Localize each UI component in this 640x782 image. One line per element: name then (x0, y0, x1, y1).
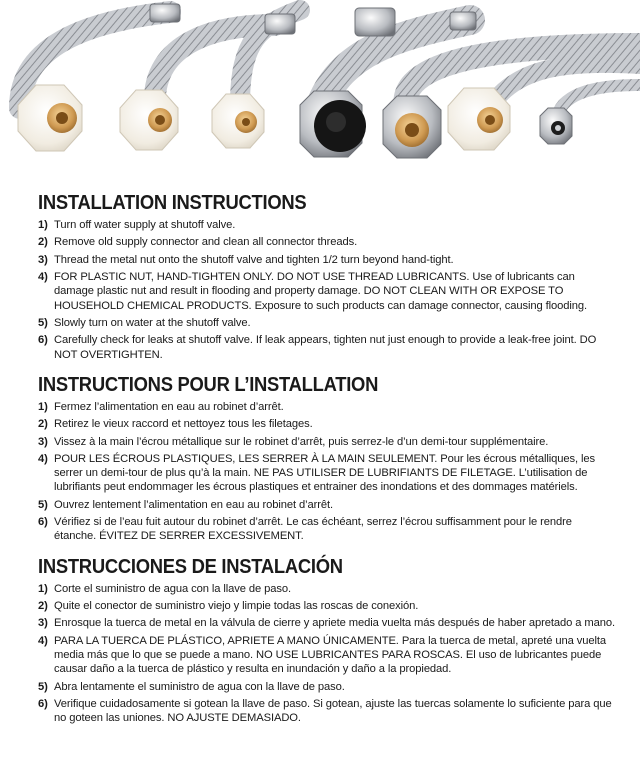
step-item (38, 417, 616, 431)
instructions (0, 186, 640, 728)
step-text: Thread the metal nut onto the shutoff valve and tighten 1/2 turn beyond hand-tight. (54, 253, 454, 266)
step-item (38, 680, 616, 694)
section-title: INSTRUCCIONES DE INSTALACIÓN (38, 555, 343, 578)
step-number: 5) (38, 680, 48, 693)
step-item (38, 400, 616, 414)
step-item (38, 270, 616, 313)
step-number: 3) (38, 253, 48, 266)
step-text: Enrosque la tuerca de metal en la válvula de cierre y apriete media vuelta más después de haber apretado a mano. (54, 617, 615, 630)
step-text: Fermez l’alimentation en eau au robinet d’arrêt. (54, 400, 284, 413)
steps-list (38, 400, 616, 544)
step-text: PARA LA TUERCA DE PLÁSTICO, APRIETE A MANO ÚNICAMENTE. Para la tuerca de metal, apreté una vuelta media más que lo que se puede a mano. NO USE LUBRICANTES PARA ROSCAS. El uso de lubricantes puede causar daño a la tuerca de plástico y resulta en inundación y daño a la propiedad. (54, 634, 606, 676)
step-number: 4) (38, 271, 48, 284)
step-item (38, 634, 616, 677)
section-title: INSTRUCTIONS POUR L’INSTALLATION (38, 373, 379, 396)
step-text: Retirez le vieux raccord et nettoyez tous les filetages. (54, 418, 313, 431)
section-spanish (0, 552, 640, 726)
step-item (38, 218, 616, 232)
step-number: 1) (38, 400, 48, 413)
step-text: Remove old supply connector and clean all connector threads. (54, 236, 358, 249)
step-text: Carefully check for leaks at shutoff valve. If leak appears, tighten nut just enough to provide a leak-free joint. DO NOT OVERTIGHTEN. (54, 334, 597, 361)
step-number: 3) (38, 435, 48, 448)
step-text: POUR LES ÉCROUS PLASTIQUES, LES SERRER À LA MAIN SEULEMENT. Pour les écrous métalliques, les serrer un demi-tour de plus qu’à la main. NE PAS UTILISER DE LUBRIFIANTS DE FILETAGE. L’utilisation de lubrifiants peut endommager les écrous plastiques et entrainer des inondations et des dommages matériels. (54, 452, 596, 494)
step-text: Ouvrez lentement l’alimentation en eau au robinet d’arrêt. (54, 498, 334, 511)
step-item (38, 452, 616, 495)
step-item (38, 515, 616, 543)
step-number: 2) (38, 599, 48, 612)
step-item (38, 616, 616, 630)
step-text: Corte el suministro de agua con la llave de paso. (54, 582, 292, 595)
step-item (38, 582, 616, 596)
step-item (38, 316, 616, 330)
step-number: 6) (38, 516, 48, 529)
step-number: 4) (38, 452, 48, 465)
steps-list (38, 218, 616, 362)
step-text: FOR PLASTIC NUT, HAND-TIGHTEN ONLY. DO NOT USE THREAD LUBRICANTS. Use of lubricants can damage plastic nut and result in flooding and property damage. DO NOT CLEAN WITH OR EXPOSE TO HOUSEHOLD CHEMICAL PRODUCTS. Exposure to such products can damage connector, causing flooding. (54, 271, 588, 312)
step-text: Vissez à la main l’écrou métallique sur le robinet d’arrêt, puis serrez-le d’un demi-tour supplémentaire. (54, 435, 549, 448)
step-text: Vérifiez si de l’eau fuit autour du robinet d’arrêt. Le cas échéant, serrez l’écrou suffisamment pour le rendre étanche. ÉVITEZ DE SERRER EXCESSIVEMENT. (54, 516, 572, 543)
step-item (38, 253, 616, 267)
step-number: 2) (38, 236, 48, 249)
step-number: 6) (38, 334, 48, 347)
step-number: 5) (38, 498, 48, 511)
section-french (0, 370, 640, 544)
step-number: 2) (38, 418, 48, 431)
step-item (38, 333, 616, 361)
section-english (0, 188, 640, 362)
product-photo (0, 0, 640, 185)
step-item (38, 697, 616, 725)
step-item (38, 235, 616, 249)
step-text: Quite el conector de suministro viejo y limpie todas las roscas de conexión. (54, 599, 419, 612)
step-number: 4) (38, 634, 48, 647)
step-number: 6) (38, 697, 48, 710)
step-item (38, 498, 616, 512)
step-item (38, 599, 616, 613)
step-item (38, 435, 616, 449)
step-number: 1) (38, 582, 48, 595)
step-number: 3) (38, 617, 48, 630)
steps-list (38, 582, 616, 726)
section-title: INSTALLATION INSTRUCTIONS (38, 192, 307, 214)
step-number: 1) (38, 219, 48, 231)
step-text: Turn off water supply at shutoff valve. (54, 219, 236, 231)
step-text: Verifique cuidadosamente si gotean la llave de paso. Si gotean, ajuste las tuercas solamente lo suficiente para que no goteen las uniones. NO AJUSTE DEMASIADO. (54, 697, 612, 725)
step-text: Slowly turn on water at the shutoff valve. (54, 316, 251, 329)
step-text: Abra lentamente el suministro de agua con la llave de paso. (54, 680, 345, 693)
step-number: 5) (38, 316, 48, 329)
braided-hoses-illustration (0, 0, 640, 185)
